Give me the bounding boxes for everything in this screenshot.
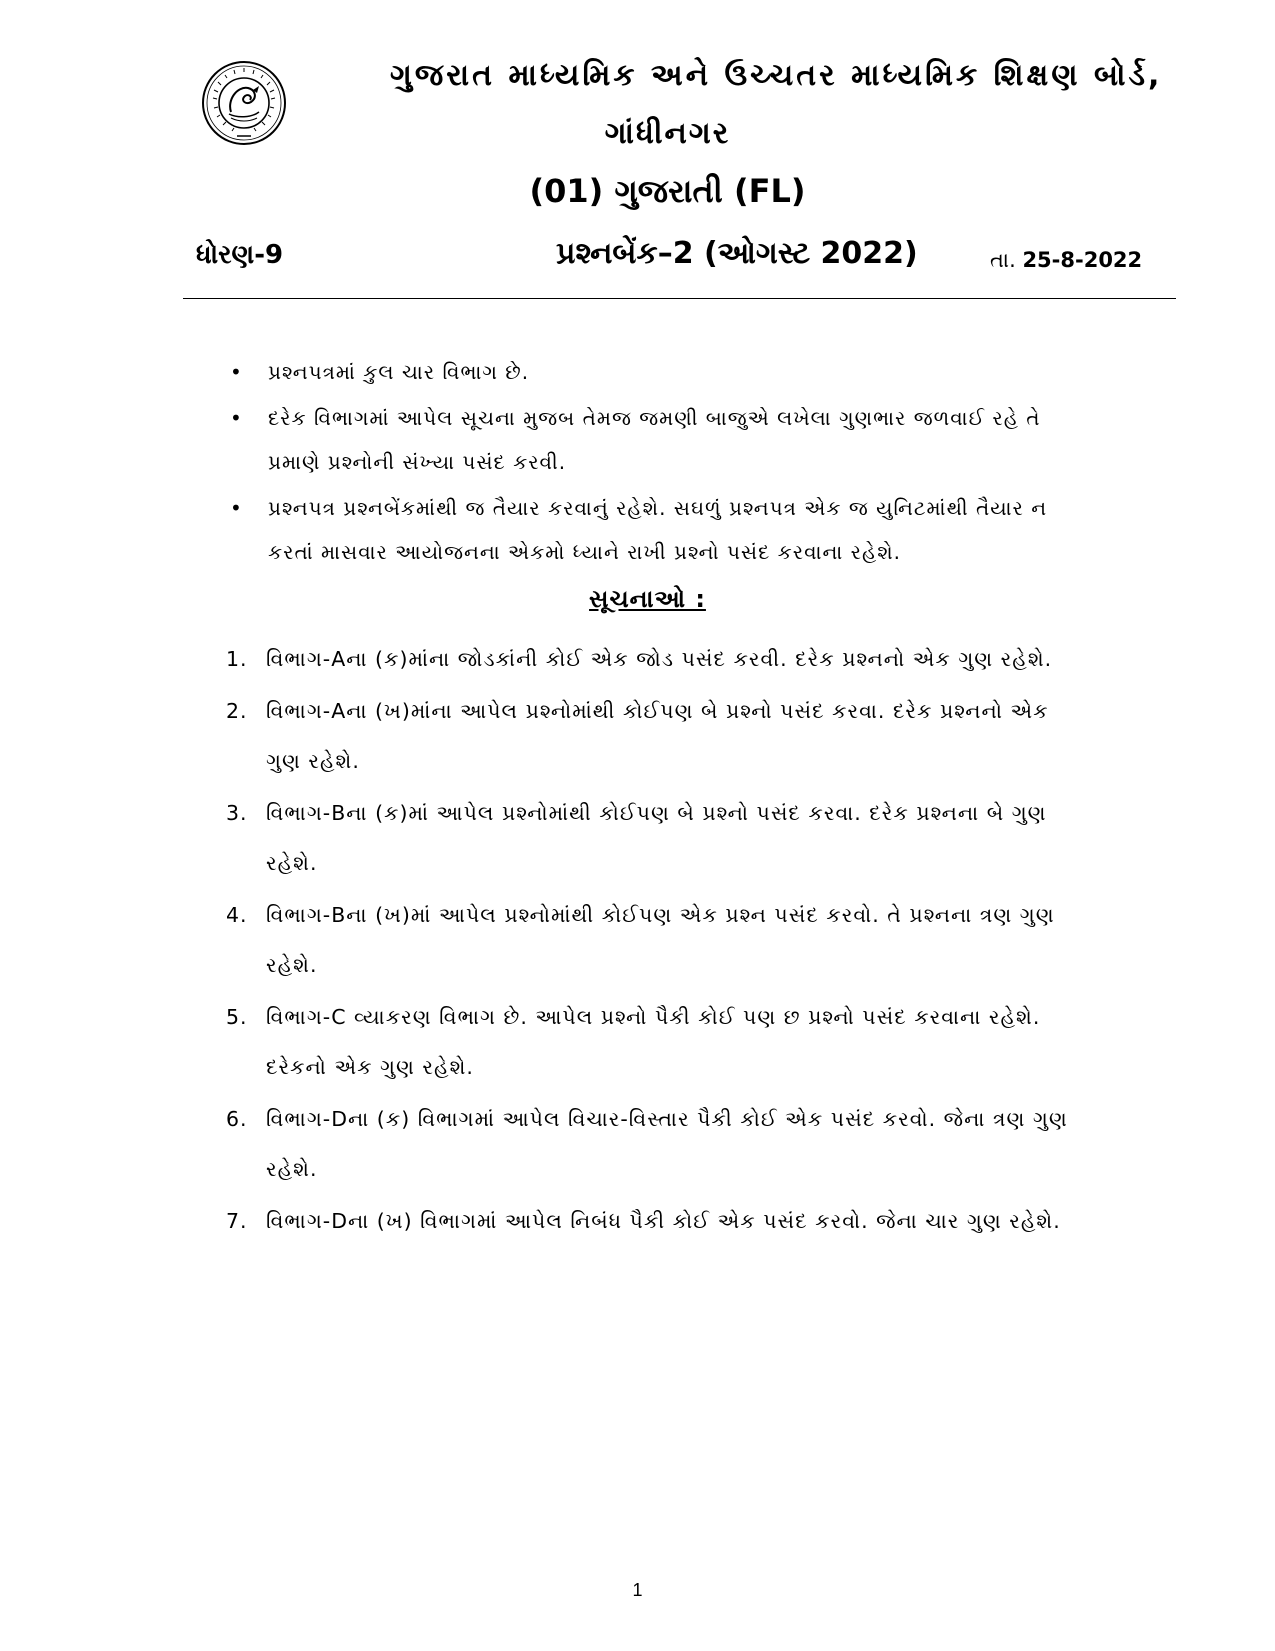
item-text: વિભાગ-Aના (ખ)માંના આપેલ પ્રશ્નોમાંથી કોઈપણ બે પ્રશ્નો પસંદ કરવા. દરેક પ્રશ્નનો એક ગુણ રહેશે. (266, 699, 1049, 773)
item-text: વિભાગ-C વ્યાકરણ વિભાગ છે. આપેલ પ્રશ્નો પૈકી કોઈ પણ છ પ્રશ્નો પસંદ કરવાના રહેશે. દરેકનો એક ગુણ રહેશે. (266, 1005, 1041, 1079)
list-item (226, 890, 1078, 990)
meta-row (0, 236, 1275, 284)
instructions-list (226, 634, 1078, 1248)
date (990, 248, 1142, 273)
item-text: વિભાગ-Bના (ક)માં આપેલ પ્રશ્નોમાંથી કોઈપણ બે પ્રશ્નો પસંદ કરવા. દરેક પ્રશ્નના બે ગુણ રહેશે. (266, 801, 1047, 875)
bullet-marker: • (230, 360, 243, 384)
list-item (226, 788, 1078, 888)
item-text: વિભાગ-Bના (ખ)માં આપેલ પ્રશ્નોમાંથી કોઈપણ એક પ્રશ્ન પસંદ કરવો. તે પ્રશ્નના ત્રણ ગુણ રહેશે. (266, 903, 1055, 977)
header-divider (183, 298, 1176, 299)
list-item (230, 350, 1080, 394)
standard-label: ધોરણ-9 (196, 240, 284, 270)
list-item (230, 396, 1080, 484)
bullet-marker: • (230, 496, 243, 520)
item-number: 7. (226, 1209, 248, 1233)
general-notes-list (230, 350, 1080, 576)
list-item (226, 1196, 1078, 1246)
page-number: 1 (632, 1580, 643, 1600)
item-number: 4. (226, 903, 248, 927)
bullet-text: પ્રશ્નપત્રમાં કુલ ચાર વિભાગ છે. (268, 360, 530, 384)
date-value: 25-8-2022 (1022, 248, 1143, 272)
item-number: 1. (226, 647, 248, 671)
bullet-marker: • (230, 406, 243, 430)
item-number: 5. (226, 1005, 248, 1029)
list-item (226, 1094, 1078, 1194)
item-number: 3. (226, 801, 248, 825)
date-label: તા. (990, 248, 1016, 272)
item-number: 2. (226, 699, 248, 723)
bullet-text: દરેક વિભાગમાં આપેલ સૂચના મુજબ તેમજ જમણી બાજુએ લખેલા ગુણભાર જળવાઈ રહે તે પ્રમાણે પ્રશ્નોની સંખ્યા પસંદ કરવી. (268, 406, 1041, 474)
question-bank-title: પ્રશ્નબેંક–2 (ઓગસ્ટ 2022) (556, 236, 918, 271)
list-item (226, 992, 1078, 1092)
instructions-heading: સૂચનાઓ : (589, 585, 706, 613)
list-item (226, 686, 1078, 786)
item-number: 6. (226, 1107, 248, 1131)
list-item (230, 486, 1080, 574)
list-item (226, 634, 1078, 684)
subject-title: (01) ગુજરાતી (FL) (529, 172, 806, 210)
bullet-text: પ્રશ્નપત્ર પ્રશ્નબેંકમાંથી જ તૈયાર કરવાનું રહેશે. સઘળું પ્રશ્નપત્ર એક જ યુનિટમાંથી તૈયાર ન કરતાં માસવાર આયોજનના એકમો ધ્યાને રાખી પ્રશ્નો પસંદ કરવાના રહેશે. (268, 496, 1048, 564)
board-name: ગુજરાત માધ્યમિક અને ઉચ્ચતર માધ્યમિક શિક્ષણ બોર્ડ, (390, 58, 1163, 93)
item-text: વિભાગ-Dના (ખ) વિભાગમાં આપેલ નિબંધ પૈકી કોઈ એક પસંદ કરવો. જેના ચાર ગુણ રહેશે. (266, 1209, 1061, 1233)
board-city: ગાંધીનગર (604, 116, 731, 151)
item-text: વિભાગ-Dના (ક) વિભાગમાં આપેલ વિચાર-વિસ્તાર પૈકી કોઈ એક પસંદ કરવો. જેના ત્રણ ગુણ રહેશે. (266, 1107, 1068, 1181)
item-text: વિભાગ-Aના (ક)માંના જોડકાંની કોઈ એક જોડ પસંદ કરવી. દરેક પ્રશ્નનો એક ગુણ રહેશે. (266, 647, 1053, 671)
